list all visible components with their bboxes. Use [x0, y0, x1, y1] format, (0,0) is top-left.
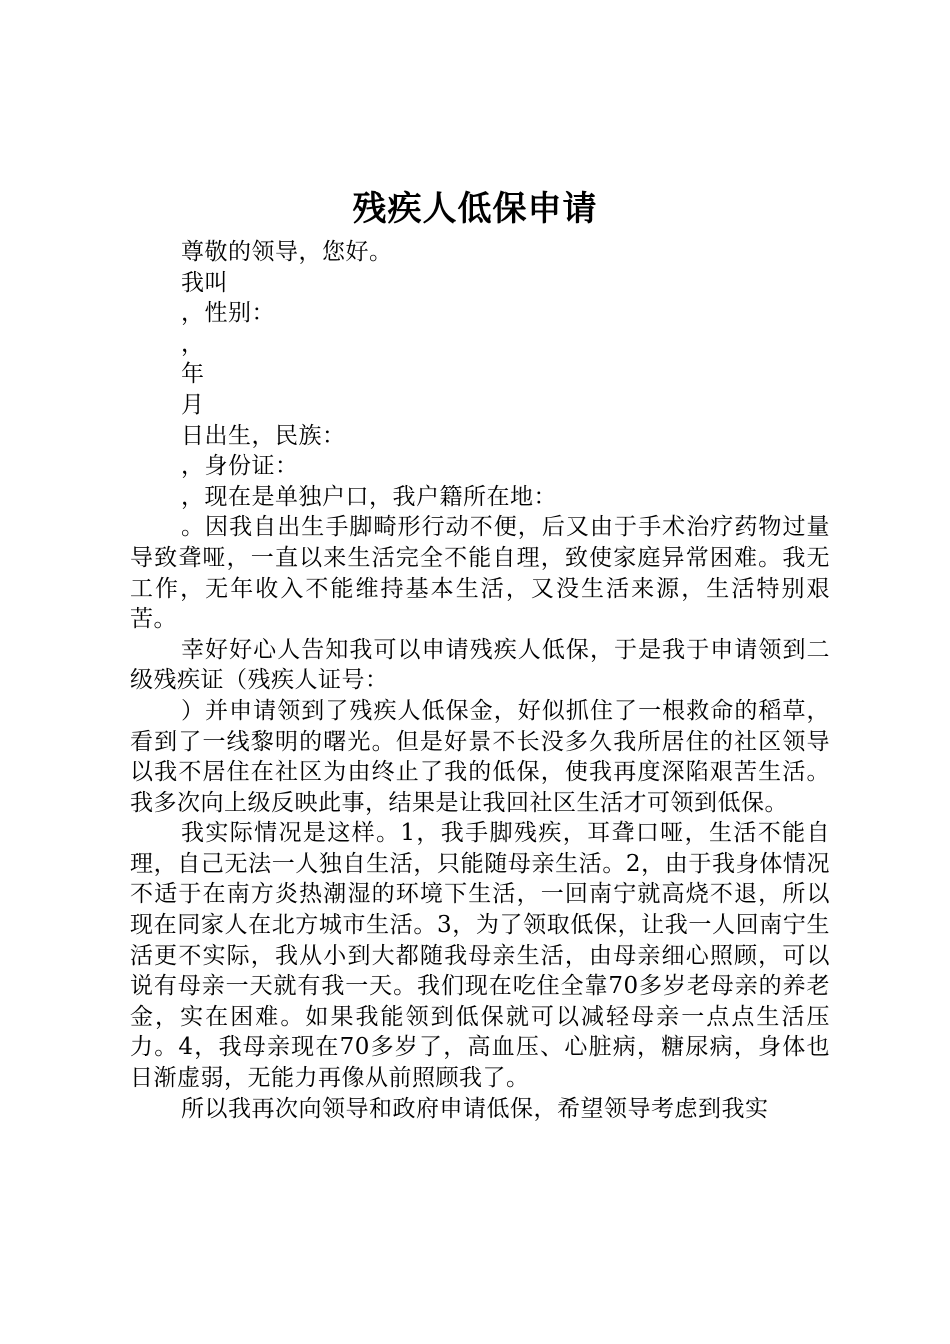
name-line: 我叫: [181, 269, 228, 296]
id-card-line: ，身份证：: [181, 453, 299, 480]
household-registration-line: ，现在是单独户口，我户籍所在地：: [181, 483, 557, 510]
disability-certificate-paragraph: 幸好好心人告知我可以申请残疾人低保，于是我于申请领到二级残疾证（残疾人证号：: [130, 636, 830, 694]
actual-situation-paragraph: 我实际情况是这样。1，我手脚残疾，耳聋口哑，生活不能自理，自己无法一人独自生活，只能随母亲生活。2，由于我身体情况不适于在南方炎热潮湿的环境下生活，一回南宁就高烧不退，所以现在同家人在北方城市生活。3，为了领取低保，让我一人回南宁生活更不实际，我从小到大都随我母亲生活，由母亲细心照顾，可以说有母亲一天就有我一天。我们现在吃住全靠70多岁老母亲的养老金，实在困难。如果我能领到低保就可以减轻母亲一点点生活压力。4，我母亲现在70多岁了，高血压、心脏病，糖尿病，身体也日渐虚弱，无能力再像从前照顾我了。: [130, 820, 830, 1092]
birth-month-line: 月: [181, 391, 205, 418]
document-title: 残疾人低保申请: [352, 189, 598, 229]
comma-line: ，: [181, 330, 205, 357]
salutation-paragraph: 尊敬的领导，您好。: [181, 239, 393, 265]
birth-day-ethnicity-line: 日出生，民族：: [181, 422, 346, 449]
gender-line: ，性别：: [181, 300, 275, 327]
hardship-paragraph: 。因我自出生手脚畸形行动不便，后又由于手术治疗药物过量导致聋哑，一直以来生活完全不能自理，致使家庭异常困难。我无工作，无年收入不能维持基本生活，又没生活来源，生活特别艰苦。: [130, 514, 830, 633]
birth-year-line: 年: [181, 361, 205, 388]
allowance-terminated-paragraph: ）并申请领到了残疾人低保金，好似抓住了一根救命的稻草，看到了一线黎明的曙光。但是好景不长没多久我所居住的社区领导以我不居住在社区为由终止了我的低保，使我再度深陷艰苦生活。我多次向上级反映此事，结果是让我回社区生活才可领到低保。: [130, 697, 830, 816]
request-paragraph: 所以我再次向领导和政府申请低保，希望领导考虑到我实: [181, 1095, 769, 1122]
document-body: [130, 237, 830, 1124]
